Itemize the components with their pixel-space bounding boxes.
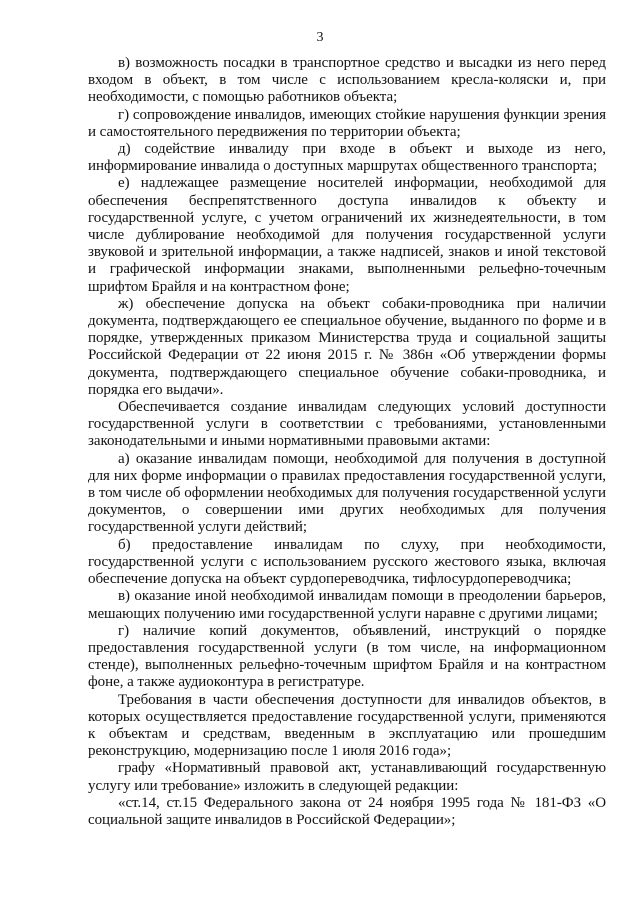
page-number: 3 xyxy=(316,30,324,45)
paragraph-e-information-placement: е) надлежащее размещение носителей информации, необходимой для обеспечения беспрепятственного доступа инвалидов к объекту и государственной услуге, с учетом ограничений их жизнедеятельности, в том числе дублирование необходимой для получения государственной услуги звуковой и зрительной информации, а также надписей, знаков и иной текстовой и графической информации знаками, выполненными рельефно-точечным шрифтом Брайля и на контрастном фоне; xyxy=(88,175,606,295)
paragraph-g-braille-copies: г) наличие копий документов, объявлений, инструкций о порядке предоставления государственной услуги (в том числе, на информационном стенде), выполненных рельефно-точечным шрифтом Брайля и на контрастном фоне, а также аудиоконтура в регистратуре. xyxy=(88,622,606,691)
paragraph-conditions-intro: Обеспечивается создание инвалидам следующих условий доступности государственной услуги в соответствии с требованиями, установленными законодательными и иными нормативными правовыми актами: xyxy=(88,399,606,450)
paragraph-v-boarding-vehicle: в) возможность посадки в транспортное средство и высадки из него перед входом в объект, в том числе с использованием кресла-коляски и, при необходимости, с помощью работников объекта; xyxy=(88,55,606,106)
paragraph-column-normative-act: графу «Нормативный правовой акт, устанавливающий государственную услугу или требование» изложить в следующей редакции: xyxy=(88,760,606,794)
paragraph-b-sign-language: б) предоставление инвалидам по слуху, при необходимости, государственной услуги с использованием русского жестового языка, включая обеспечение допуска на объект сурдопереводчика, тифлосурдопереводчика; xyxy=(88,536,606,588)
paragraph-a-help: а) оказание инвалидам помощи, необходимой для получения в доступной для них форме информации о правилах предоставления государственной услуги, в том числе об оформлении необходимых для получения государственной услуги документов, о совершении ими других необходимых для получения государственной услуги действий; xyxy=(88,450,606,536)
paragraph-requirements: Требования в части обеспечения доступности для инвалидов объектов, в которых осуществляется предоставление государственной услуги, применяются к объектам и средствам, введенным в эксплуатацию или прошедшим реконструкцию, модернизацию после 1 июля 2016 года»; xyxy=(88,691,606,760)
paragraph-d-assistance: д) содействие инвалиду при входе в объект и выходе из него, информирование инвалида о доступных маршрутах общественного транспорта; xyxy=(88,141,606,175)
paragraph-zh-guide-dog: ж) обеспечение допуска на объект собаки-проводника при наличии документа, подтверждающего ее специальное обучение, выданного по форме и в порядке, утвержденных приказом Министерства труда и социальной защиты Российской Федерации от 22 июня 2015 г. № 386н «Об утверждении формы документа, подтверждающего специальное обучение собаки-проводника, и порядка его выдачи». xyxy=(88,295,606,398)
paragraph-federal-law: «ст.14, ст.15 Федерального закона от 24 ноября 1995 года № 181-ФЗ «О социальной защите инвалидов в Российской Федерации»; xyxy=(88,794,606,828)
paragraph-v-other-help: в) оказание иной необходимой инвалидам помощи в преодолении барьеров, мешающих получению ими государственной услуги наравне с другими лицами; xyxy=(88,588,606,622)
paragraph-g-escort: г) сопровождение инвалидов, имеющих стойкие нарушения функции зрения и самостоятельного передвижения по территории объекта; xyxy=(88,106,606,140)
document-body xyxy=(88,55,606,829)
